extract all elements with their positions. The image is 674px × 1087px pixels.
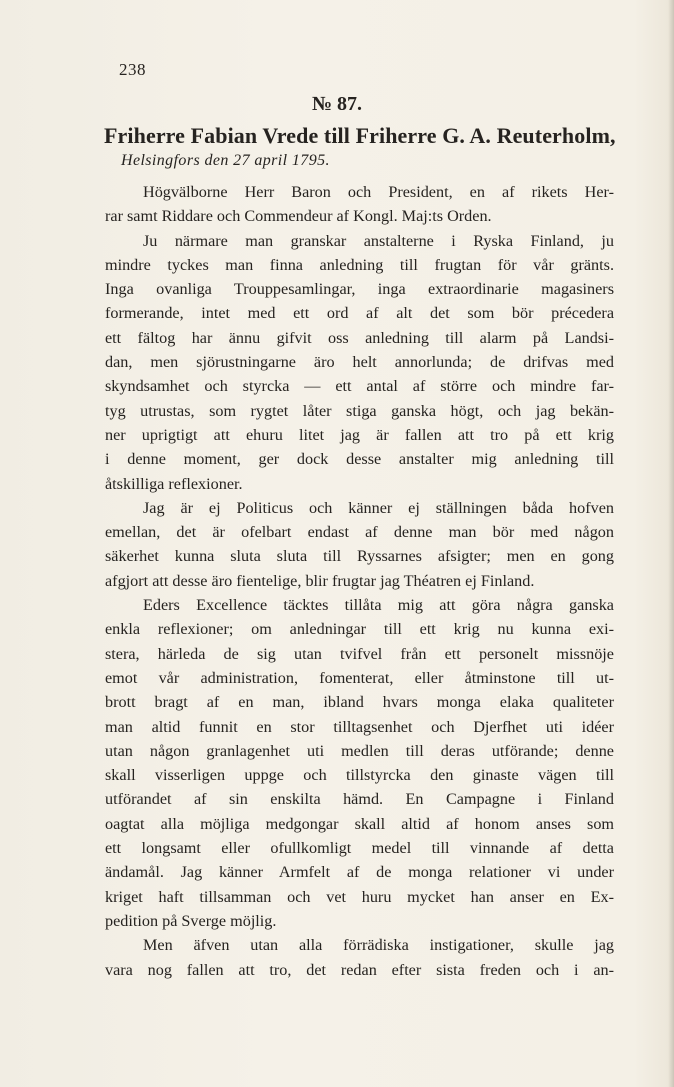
text-line: ändamål. Jag känner Armfelt af de monga relationer vi under (105, 863, 614, 882)
text-line: Jag är ej Politicus och känner ej ställningen båda hofven (143, 498, 614, 517)
text-line: Men äfven utan alla förrädiska instigationer, skulle jag (143, 936, 614, 955)
text-line: Ju närmare man granskar anstalterne i Ryska Finland, ju (143, 231, 614, 250)
letter-body (105, 180, 614, 982)
text-line: rar samt Riddare och Commendeur af Kongl. Maj:ts Orden. (105, 207, 492, 226)
text-line: emellan, det är ofelbart endast af denne man bör med någon (105, 523, 614, 542)
text-line: Inga ovanliga Trouppesamlingar, inga extraordinarie magasiners (105, 280, 614, 299)
text-line: pedition på Sverge möjlig. (105, 911, 277, 930)
text-line: kriget haft tillsamman och vet huru mycket han anser en Ex- (105, 887, 614, 906)
text-line: åtskilliga reflexioner. (105, 474, 243, 493)
text-line: brott bragt af en man, ibland hvars monga elaka qualiteter (105, 693, 614, 712)
text-line: säkerhet kunna sluta sluta till Ryssarnes afsigter; men en gong (105, 547, 614, 566)
text-line: skyndsamhet och styrcka — ett antal af större och mindre far- (105, 377, 614, 396)
dateline: Helsingfors den 27 april 1795. (121, 152, 330, 169)
text-line: tyg utrustas, som rygtet låter stiga ganska högt, och jag bekän- (105, 401, 614, 420)
text-line: ett fältog har ännu gifvit oss anledning till alarm på Landsi- (105, 328, 614, 347)
text-line: utan någon granlagenhet uti medlen till deras utförande; denne (105, 741, 614, 760)
text-line: man altid funnit en stor tilltagsenhet och Djerfhet uti idéer (105, 717, 614, 736)
text-line: vara nog fallen att tro, det redan efter sista freden och i an- (105, 960, 614, 979)
text-line: oagtat alla möjliga medgongar skall altid af honom anses som (105, 814, 614, 833)
text-line: enkla reflexioner; om anledningar till ett krig nu kunna exi- (105, 620, 614, 639)
text-line: stera, härleda de sig utan tvifvel från ett personelt missnöje (105, 644, 614, 663)
text-line: ner uprigtigt att ehuru litet jag är fallen att tro på ett krig (105, 425, 614, 444)
text-line: utförandet af sin enskilta hämd. En Campagne i Finland (105, 790, 614, 809)
text-line: formerande, intet med ett ord af alt det som bör précedera (105, 304, 614, 323)
text-line: Högvälborne Herr Baron och President, en af rikets Her- (143, 183, 614, 201)
text-line: ett longsamt eller ofullkomligt medel till vinnande af detta (105, 839, 614, 858)
letter-title: Friherre Fabian Vrede till Friherre G. A. Reuterholm, (104, 123, 616, 148)
text-line: Eders Excellence täcktes tillåta mig att göra några ganska (143, 596, 614, 615)
text-line: mindre tyckes man finna anledning till frugtan för vår gränts. (105, 255, 614, 274)
text-line: afgjort att desse äro fientelige, blir frugtar jag Théatren ej Finland. (105, 571, 535, 590)
text-line: dan, men sjörustningarne äro helt annorlunda; de drifvas med (105, 353, 614, 372)
letter-number: № 87. (311, 93, 363, 115)
text-line: i denne moment, ger dock desse anstalter mig anledning till (105, 450, 614, 469)
page-edge (668, 0, 674, 1087)
text-line: skall visserligen uppge och tillstyrcka den ginaste vägen till (105, 766, 614, 785)
page-number: 238 (119, 60, 146, 79)
text-line: emot vår administration, fomenterat, eller åtminstone till ut- (105, 668, 614, 687)
